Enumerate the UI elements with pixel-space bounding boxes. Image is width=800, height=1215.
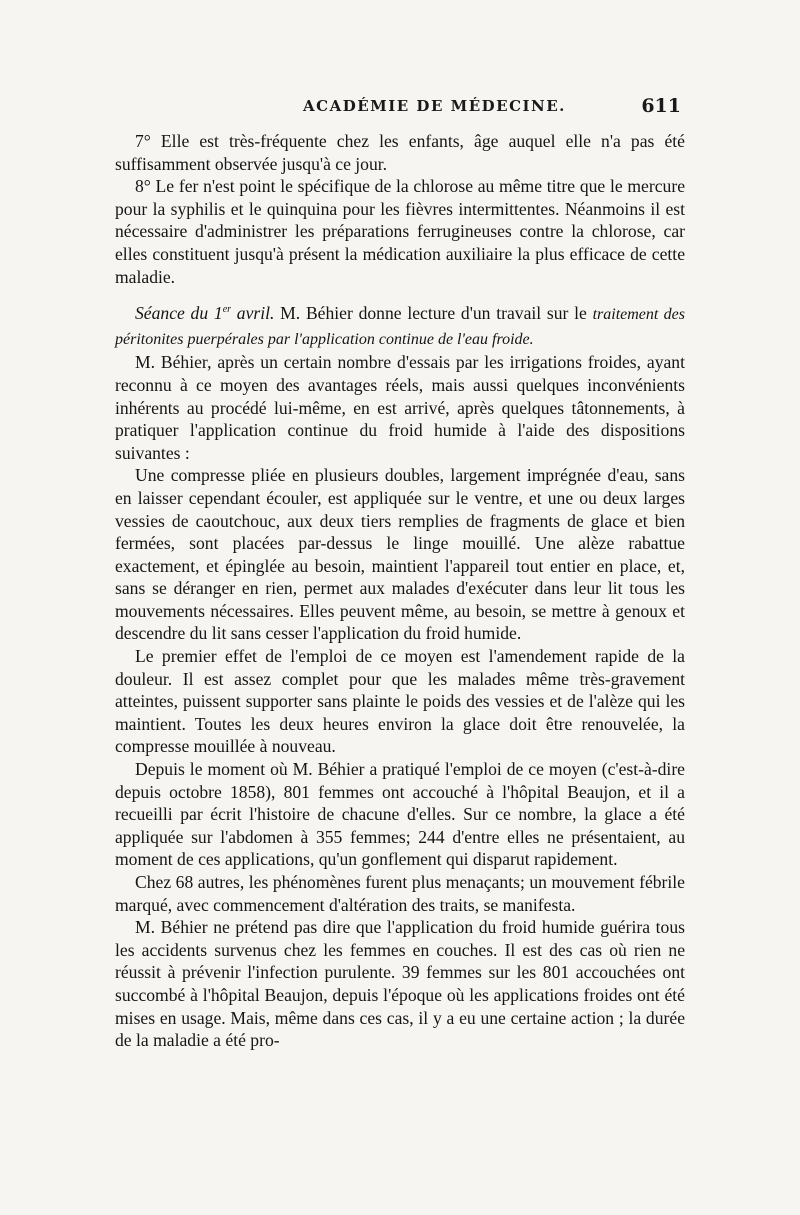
paragraph-statistics: Depuis le moment où M. Béhier a pratiqué l'emploi de ce moyen (c'est-à-dire depuis octobre 1858), 801 femmes ont accouché à l'hôpital Beaujon, et il a recueilli par écrit l'histoire de chacune d'elles. Sur ce nombre, la glace a été appliquée sur l'abdomen à 355 femmes; 244 d'entre elles ne présentaient, au moment de ces applications, qu'un gonflement qui disparut rapidement. — [115, 759, 685, 870]
paragraph-first-effect: Le premier effet de l'emploi de ce moyen est l'amendement rapide de la douleur. Il est assez complet pour que les malades même très-gravement atteintes, puissent supporter sans plainte le poids des vessies et de l'alèze qui les maintient. Toutes les deux heures environ la glace doit être renouvelée, la compresse mouillée à nouveau. — [115, 646, 685, 757]
session-date-month: avril. — [231, 303, 275, 324]
paragraph-68-others: Chez 68 autres, les phénomènes furent plus menaçants; un mouvement fébrile marqué, avec commencement d'altération des traits, se manifesta. — [115, 872, 685, 915]
session-date-superscript: er — [222, 304, 232, 316]
paragraph-limits: M. Béhier ne prétend pas dire que l'application du froid humide guérira tous les accidents survenus chez les femmes en couches. Il est des cas où rien ne réussit à prévenir l'infection purulente. 39 femmes sur les 801 accouchées ont succombé à l'hôpital Beaujon, depuis l'époque où les applications froides ont été mises en usage. Mais, même dans ces cas, il y a eu une certaine action ; la durée de la maladie a été pro- — [115, 917, 685, 1051]
paragraph-session-heading — [115, 302, 685, 351]
running-title: ACADÉMIE DE MÉDECINE. — [303, 97, 566, 115]
session-date: Séance du 1 — [135, 303, 223, 324]
paragraph-conclusion-8: 8° Le fer n'est point le spécifique de la chlorose au même titre que le mercure pour la syphilis et le quinquina pour les fièvres intermittentes. Néanmoins il est nécessaire d'administrer les préparations ferrugineuses contre la chlorose, car elles constituent jusqu'à présent la médication auxiliaire la plus efficace de cette maladie. — [115, 176, 685, 287]
paragraph-conclusion-7: 7° Elle est très-fréquente chez les enfants, âge auquel elle n'a pas été suffisamment observée jusqu'à ce jour. — [115, 131, 685, 174]
body-text — [115, 130, 685, 1052]
paragraph-compress-description: Une compresse pliée en plusieurs doubles, largement imprégnée d'eau, sans en laisser cependant écouler, est appliquée sur le ventre, et une ou deux larges vessies de caoutchouc, aux deux tiers remplies de fragments de glace et bien fermées, sont placées par-dessus le linge mouillé. Une alèze rabattue exactement, et épinglée au besoin, maintient l'appareil tout entier en place, et, sans se déranger en rien, permet aux malades d'exécuter dans leur lit tous les mouvements nécessaires. Elles peuvent même, au besoin, se mettre à genoux et descendre du lit sans cesser l'application du froid humide. — [115, 465, 685, 644]
session-intro-text: M. Béhier donne lecture d'un travail sur le — [274, 303, 593, 324]
work-title: traitement des péritonites puerpérales par l'application continue de l'eau froide. — [115, 306, 686, 348]
paragraph-behier-method: M. Béhier, après un certain nombre d'essais par les irrigations froides, ayant reconnu à ce moyen des avantages réels, mais aussi quelques inconvénients inhérents au procédé lui-même, en est arrivé, après quelques tâtonnements, à pratiquer l'application continue du froid humide à l'aide des dispositions suivantes : — [115, 352, 685, 463]
page-number: 611 — [641, 95, 681, 117]
page-header — [115, 95, 685, 121]
